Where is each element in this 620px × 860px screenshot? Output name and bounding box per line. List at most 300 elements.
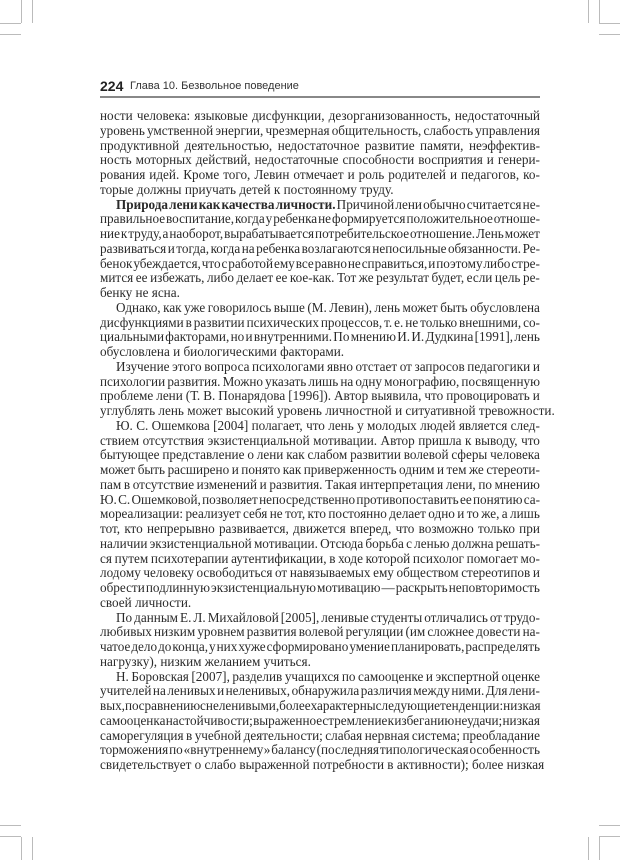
word: ребенка (256, 240, 301, 256)
word: тот, (100, 521, 121, 536)
word: если (466, 270, 493, 286)
word: возможно (418, 521, 474, 536)
word: (им (405, 624, 426, 640)
word: генери- (497, 152, 540, 168)
word: По (116, 609, 133, 625)
paragraph (100, 358, 555, 419)
word: Понарядова (218, 388, 286, 404)
word: равно (314, 255, 347, 271)
word: представление (162, 447, 245, 463)
word: типологическая (379, 742, 469, 758)
word: Тот (336, 270, 357, 286)
word: лени- (508, 683, 540, 699)
bold-word: Природа (116, 196, 169, 212)
word: тем (446, 462, 467, 477)
word: что (395, 521, 415, 536)
word: при (519, 521, 540, 536)
word: на (152, 683, 166, 699)
word: и (245, 329, 253, 345)
word: решать- (495, 535, 540, 551)
word: уровнем (197, 624, 245, 640)
word: распределять (465, 639, 540, 654)
text-line (100, 286, 540, 301)
text-line (100, 139, 540, 154)
word: движется (293, 521, 346, 536)
word: не (405, 314, 419, 330)
word: разделив (232, 668, 283, 684)
text-line (100, 463, 540, 478)
word: полагает, (251, 417, 303, 433)
word: тогда, (176, 240, 210, 256)
word: либо (206, 270, 234, 286)
text-line (100, 699, 540, 714)
word: лени, (445, 476, 476, 492)
word: не (269, 506, 283, 522)
word: родителей (388, 167, 446, 182)
word: освободиться (196, 565, 273, 581)
word: регуляции (345, 624, 404, 640)
text-line (100, 198, 540, 213)
word: отсутствия (142, 432, 205, 448)
word: психологии (100, 373, 166, 389)
word: памяти, (420, 137, 464, 153)
word: явно (326, 358, 353, 374)
line-text: обусловлена и биологическими факторами. (100, 344, 345, 359)
word: лишь (308, 373, 339, 389)
word: чрезмерная (265, 122, 330, 138)
text-line (100, 375, 540, 390)
word: т. (384, 314, 393, 330)
word: когда (235, 211, 265, 227)
word: расширено (167, 462, 230, 477)
word: внешними, (459, 314, 522, 330)
word: то (466, 506, 479, 522)
word: все (295, 255, 314, 271)
word: учебной (194, 727, 242, 743)
word: мотивацию (316, 580, 381, 595)
word: понято (241, 462, 281, 477)
word: Ре- (522, 240, 540, 256)
word: педагогики (467, 358, 531, 374)
text-line (100, 522, 540, 537)
word: монографию, (384, 373, 460, 389)
word: может (402, 299, 438, 315)
word: избеганию (394, 712, 455, 728)
word: сравнению (138, 698, 201, 713)
word: правильное (100, 211, 166, 227)
word: тот, (285, 506, 306, 522)
word: [1996]). (288, 388, 332, 404)
word: у (209, 639, 216, 654)
word: положительное (406, 211, 493, 227)
word: труду, (128, 226, 162, 241)
word: а (501, 506, 508, 522)
text-line (100, 493, 540, 508)
word: не (318, 211, 332, 227)
word: лодому (100, 565, 141, 581)
word: экспертной (435, 668, 499, 684)
word: мится (100, 270, 134, 286)
word: у (265, 211, 273, 227)
word: идей. (149, 167, 180, 182)
word: того, (223, 167, 251, 182)
word: характерны (310, 698, 376, 713)
word: понятию (472, 491, 523, 507)
word: быть (137, 462, 166, 477)
word: деятельности; (243, 727, 323, 743)
word: дезорганизованность, (328, 108, 451, 123)
word: данным (134, 609, 179, 625)
word: обнаружила (291, 683, 360, 699)
word: с (406, 535, 412, 551)
word: более (279, 698, 311, 713)
word: стре- (511, 255, 540, 271)
word: непосредственно (259, 491, 356, 507)
word: к (465, 432, 472, 448)
word: наличии (100, 535, 148, 551)
word: противопоставить (356, 491, 459, 507)
word: вырабатывается (224, 226, 315, 241)
word: преобладание (462, 727, 540, 743)
word: же, (481, 506, 500, 522)
word: балансу (271, 742, 316, 758)
text-line (100, 109, 540, 124)
word: себя (243, 506, 268, 522)
word: волевой (298, 624, 344, 640)
word: вых, (100, 698, 125, 713)
word: след- (510, 417, 540, 433)
word: ему (373, 565, 394, 581)
word: обусловлена (470, 299, 540, 315)
word: и (231, 462, 239, 477)
word: Е. (180, 609, 192, 625)
word: мотивации. (313, 432, 378, 448)
word: с (221, 255, 228, 271)
word: учащихся (284, 668, 340, 684)
word: неповторимость (448, 580, 540, 595)
word: низкая (503, 698, 541, 713)
word: лень (328, 417, 354, 433)
text-line (100, 168, 540, 183)
word: внутренними. (253, 329, 332, 345)
word: на- (522, 624, 540, 640)
crop-mark (599, 23, 620, 24)
word: рования (100, 167, 146, 182)
word: педагогов, (461, 167, 520, 182)
word: но (230, 329, 245, 345)
word: кто (307, 506, 326, 522)
word: поэтому (436, 255, 483, 271)
word: Михайловой (207, 609, 279, 625)
word: различия (360, 683, 412, 699)
word: отстает (355, 358, 398, 374)
word: хуже (238, 639, 266, 654)
crop-mark (588, 0, 589, 23)
text-line (100, 729, 540, 744)
word: неудачи; (454, 712, 503, 728)
word: Такая (325, 476, 357, 492)
text-line (100, 389, 540, 404)
text-line (100, 714, 540, 729)
word: роль (358, 167, 385, 182)
word: и (428, 255, 436, 271)
word: умение (349, 639, 390, 654)
word: психолог (412, 550, 464, 566)
word: И. (411, 329, 425, 345)
word: и (347, 167, 355, 182)
word: по (341, 668, 356, 684)
word: не (347, 255, 361, 271)
word: самооценке (358, 668, 424, 684)
word: выше (273, 299, 305, 315)
word: либо (483, 255, 511, 271)
word: ребенка (273, 211, 318, 227)
text-line (100, 183, 540, 198)
text-line (100, 419, 540, 434)
word: моторных (135, 152, 192, 168)
word: которой (365, 550, 411, 566)
word: стремление (322, 712, 388, 728)
word: (последняя (316, 742, 379, 758)
word: чатое (100, 639, 131, 654)
line-text: торые должны приучать детей к постоянному труду. (100, 181, 394, 197)
word: вопроса (204, 358, 250, 374)
word: низким (154, 624, 196, 640)
word: тенденции: (440, 698, 504, 713)
word: слабом (307, 447, 348, 463)
word: ее (275, 270, 288, 286)
word: Дудкина (425, 329, 474, 345)
word: психотерапии (150, 550, 229, 566)
word: Лень (476, 226, 504, 241)
word: развивается, (218, 521, 289, 536)
word: дело (131, 639, 158, 654)
paragraph (100, 668, 545, 773)
word: Можно (222, 373, 263, 389)
word: управления (475, 122, 540, 138)
text-line (100, 301, 540, 316)
word: уже (184, 299, 206, 315)
word: будет, (431, 270, 465, 286)
word: результат (376, 270, 429, 286)
word: довести (476, 624, 521, 640)
word: система; (411, 727, 461, 743)
word: [2007], (191, 668, 230, 684)
word: лени (156, 388, 183, 404)
word: ность (100, 152, 132, 168)
word: обязанности. (447, 240, 522, 256)
text-line (100, 257, 540, 272)
word: торможения (100, 742, 169, 758)
word: считается (466, 196, 522, 212)
text-line (100, 242, 540, 257)
word: Левин), (329, 299, 373, 315)
crop-mark (588, 837, 589, 860)
word: развития. (167, 373, 221, 389)
word: непосильные (372, 240, 447, 256)
word: бытующее (100, 447, 160, 463)
word: ко- (523, 167, 540, 182)
crop-mark (32, 837, 33, 860)
word: уровень (100, 122, 145, 138)
crop-mark (0, 34, 21, 35)
word: развиваться (100, 240, 167, 256)
paragraph (100, 419, 540, 611)
word: отмечает (293, 167, 344, 182)
word: когда (210, 240, 241, 256)
word: студенты (370, 609, 423, 625)
word: выявила, (371, 388, 422, 404)
word: экзистенциальной (207, 432, 310, 448)
word: оценке (501, 668, 540, 684)
word: е. (394, 314, 404, 330)
word: Автор (380, 432, 415, 448)
word: в (185, 314, 192, 330)
word: обществом (396, 565, 459, 581)
text-line (100, 403, 555, 419)
word: восприятия (418, 152, 483, 168)
text-line (100, 124, 540, 139)
word: лишь (510, 506, 540, 522)
word: общительность, (331, 122, 422, 138)
word: отноше- (493, 211, 540, 227)
crop-mark (599, 0, 600, 23)
word: факторами, (165, 329, 230, 345)
word: как (282, 462, 302, 477)
word: Ю. (116, 417, 133, 433)
word: психических (246, 314, 319, 330)
word: По (333, 329, 350, 345)
word: ности (100, 108, 133, 123)
word: выводу, (474, 432, 518, 448)
word: может (100, 462, 136, 477)
word: же (358, 270, 374, 286)
word: к (120, 226, 128, 241)
word: ленивые (321, 609, 369, 625)
word: мнению (494, 476, 540, 492)
word: и (217, 683, 225, 699)
word: ленивых (167, 683, 216, 699)
line-text: своей личности. (100, 594, 192, 610)
word: дисфункции, (251, 108, 325, 123)
word: человека: (136, 108, 191, 123)
text-line (100, 743, 540, 758)
word: запросов (414, 358, 465, 374)
crop-mark (599, 836, 620, 837)
word: постоянно (328, 506, 387, 522)
word: выраженное (253, 712, 323, 728)
word: что (521, 432, 540, 448)
line-text: бенку не ясна. (100, 285, 180, 300)
word: недостаточный (454, 108, 540, 123)
word: делает (236, 270, 274, 286)
word: потребительское (315, 226, 410, 241)
word: навязываемых (289, 565, 371, 581)
word: и (449, 167, 457, 182)
word: языковые (194, 108, 248, 123)
word: борьба (365, 535, 404, 551)
paragraph (100, 198, 540, 301)
crop-mark (0, 836, 21, 837)
crop-mark (0, 23, 21, 24)
word: ее (135, 270, 148, 286)
word: самооценка (100, 712, 166, 728)
word: работой (228, 255, 274, 271)
word: быть (440, 299, 468, 315)
crop-mark (32, 0, 33, 23)
word: наоборот, (169, 226, 224, 241)
word: ходе (338, 550, 363, 566)
word: и (425, 668, 433, 684)
word: по (169, 742, 183, 758)
word: сформировано (266, 639, 349, 654)
word: в (185, 727, 193, 743)
word: психологами (252, 358, 325, 374)
word: является (458, 417, 508, 433)
word: посвященную (461, 373, 540, 389)
word: провоцировать (446, 388, 530, 404)
word: на (340, 373, 354, 389)
word: умственной (147, 122, 214, 138)
word: человеку (143, 565, 194, 581)
crop-mark (599, 825, 620, 826)
word: — (381, 580, 395, 595)
word: на (241, 240, 255, 256)
word: что (306, 417, 325, 433)
chapter-title: Глава 10. Безвольное поведение (130, 80, 299, 92)
text-line (100, 360, 540, 375)
word: неленивых, (225, 683, 291, 699)
line-text: углублять лень может высокий уровень личностной и ситуативной тревожности. (100, 403, 555, 418)
paragraph (100, 109, 540, 198)
word: по (478, 476, 493, 492)
word: человека (490, 447, 540, 463)
word: а (162, 226, 169, 241)
word: энергии, (215, 122, 264, 138)
text-line (100, 611, 540, 626)
crop-mark (599, 34, 620, 35)
word: Изучение (116, 358, 170, 374)
word: мореализации: (100, 506, 184, 522)
word: лень (374, 299, 401, 315)
word: слабость (423, 122, 474, 138)
word: С. (118, 491, 131, 507)
word: бенок (100, 255, 133, 271)
word: только (478, 521, 515, 536)
word: Боровская (131, 668, 189, 684)
text-line (100, 478, 540, 493)
word: Причиной (336, 196, 395, 212)
word: что (201, 255, 221, 271)
word: пам (100, 476, 122, 492)
word: и (259, 476, 267, 492)
text-line (100, 316, 540, 331)
word: развитие (364, 137, 415, 153)
word: Однако, (116, 299, 161, 315)
word: Ошемковой, (131, 491, 201, 507)
word: до (158, 639, 172, 654)
text-line (100, 212, 540, 227)
word: развития (246, 624, 297, 640)
word: способности (342, 152, 415, 168)
text-line (100, 596, 540, 611)
word: са- (523, 491, 540, 507)
text-line (100, 507, 540, 522)
word: что (424, 388, 444, 404)
word: путем (114, 550, 149, 566)
word: к (387, 712, 395, 728)
word: настойчивости; (165, 712, 253, 728)
